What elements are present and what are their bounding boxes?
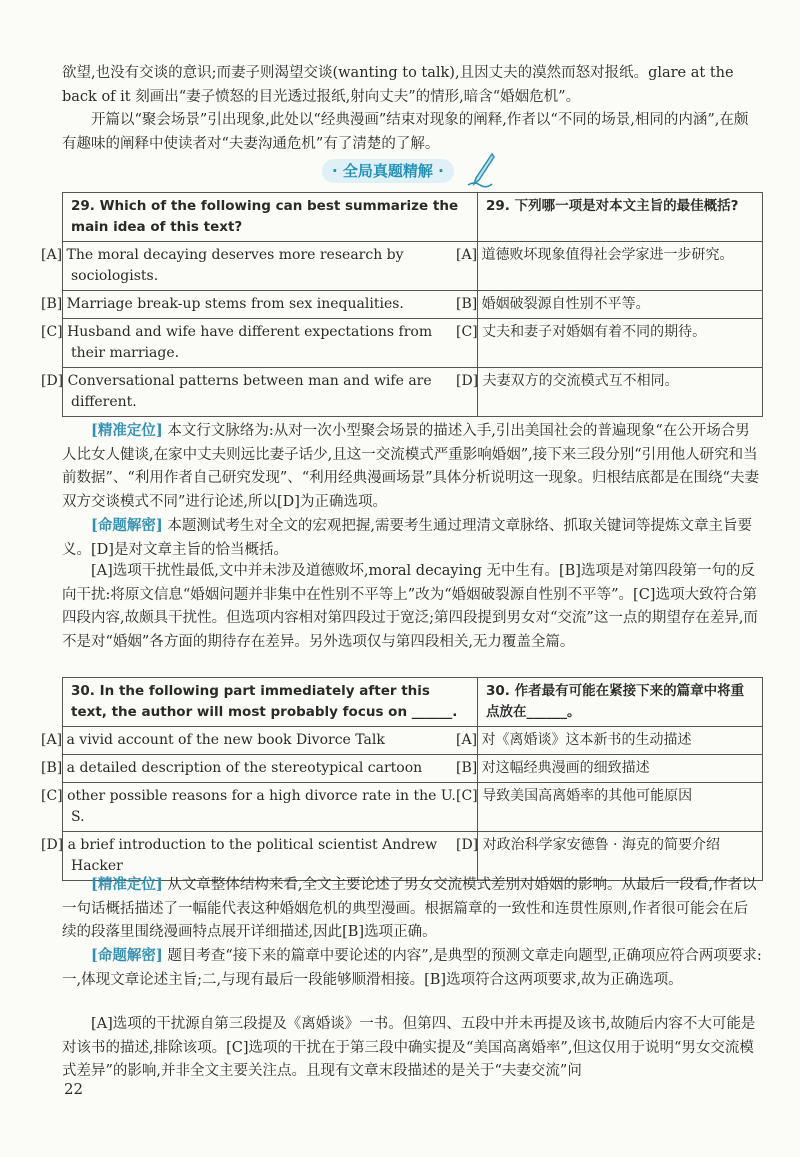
- analysis-29-distractors: [A]选项干扰性最低,文中并未涉及道德败坏,moral decaying 无中生有。[B]选项是对第四段第一句的反向干扰:将原文信息“婚姻问题并非集中在性别不平等上”改为“婚姻破裂源自性别不平等”。[C]选项大致符合第四段内容,故颇具干扰性。但选项内容相对第四段过于宽泛;第四段提到男女对“交流”这一点的期望存在差异,而不是对“婚姻”各方面的期待存在差异。另外选项仅与第四段相关,无力覆盖全篇。: [62, 563, 758, 650]
- table-row: [63, 783, 763, 832]
- table-row: [63, 319, 763, 368]
- table-row: [63, 727, 763, 755]
- analysis-30-distractors: [A]选项的干扰源自第三段提及《离婚谈》一书。但第四、五段中并未再提及该书,故随后内容不大可能是对该书的描述,排除该项。[C]选项的干扰在于第三段中确实提及“美国高离婚率”,但这仅用于说明“男女交流模式差异”的影响,并非全文主要关注点。且现有文章末段描述的是关于“夫妻交流”问: [62, 1016, 756, 1079]
- table-row: [63, 755, 763, 783]
- table-row: [63, 368, 763, 417]
- table-row: [63, 242, 763, 291]
- option-a-cn: [A] 道德败坏现象值得社会学家进一步研究。: [478, 242, 763, 291]
- locate-tag: [精准定位]: [91, 876, 163, 893]
- option-d-cn: [D] 夫妻双方的交流模式互不相同。: [478, 368, 763, 417]
- option-b-cn: [B] 对这幅经典漫画的细致描述: [478, 755, 763, 783]
- intro-paragraph-1: 欲望,也没有交谈的意识;而妻子则渴望交谈(wanting to talk),且因丈夫的漠然而怒对报纸。glare at the back of it 刻画出“妻子愤怒的目光透过报纸,射向丈夫”的情形,暗含“婚姻危机”。: [62, 65, 734, 105]
- table-header-row: [63, 678, 763, 727]
- table-header-row: [63, 193, 763, 242]
- intro-paragraph-2: 开篇以“聚会场景”引出现象,此处以“经典漫画”结束对现象的阐释,作者以“不同的场景,相同的内涵”,在颇有趣味的阐释中使读者对“夫妻沟通危机”有了清楚的了解。: [62, 112, 749, 152]
- analysis-29-locate: [精准定位] 本文行文脉络为:从对一次小型聚会场景的描述入手,引出美国社会的普遍现象“在公开场合男人比女人健谈,在家中丈夫则远比妻子话少,且这一交流模式严重影响婚姻”,接下来三段分别“引用他人研究和当前数据”、“利用作者自己研究发现”、“利用经典漫画场景”具体分析说明这一现象。归根结底都是在围绕“夫妻双方交谈模式不同”进行论述,所以[D]为正确选项。: [62, 422, 759, 510]
- section-banner: · 全局真题精解 ·: [322, 159, 454, 183]
- option-c-cn: [C] 导致美国高离婚率的其他可能原因: [478, 783, 763, 832]
- option-d-cn: [D] 对政治科学家安德鲁 · 海克的简要介绍: [478, 832, 763, 881]
- page-number: 22: [64, 1080, 84, 1098]
- analysis-30-locate: [精准定位] 从文章整体结构来看,全文主要论述了男女交流模式差别对婚姻的影响。从最后一段看,作者以一句话概括描述了一幅能代表这种婚姻危机的典型漫画。根据篇章的一致性和连贯性原则,作者很可能会在后续的段落里围绕漫画特点展开详细描述,因此[B]选项正确。: [62, 876, 757, 940]
- option-a-cn: [A] 对《离婚谈》这本新书的生动描述: [478, 727, 763, 755]
- option-b-en: [B] a detailed description of the stereotypical cartoon: [63, 755, 478, 783]
- table-row: [63, 291, 763, 319]
- option-a-en: [A] The moral decaying deserves more research by sociologists.: [63, 242, 478, 291]
- option-c-en: [C] Husband and wife have different expectations from their marriage.: [63, 319, 478, 368]
- option-b-en: [B] Marriage break-up stems from sex inequalities.: [63, 291, 478, 319]
- question-30-cn: 30. 作者最有可能在紧接下来的篇章中将重点放在______。: [478, 678, 763, 727]
- option-c-en: [C] other possible reasons for a high divorce rate in the U. S.: [63, 783, 478, 832]
- locate-tag: [精准定位]: [91, 422, 163, 439]
- decode-tag: [命题解密]: [91, 517, 163, 534]
- analysis-29-decode: [命题解密] 本题测试考生对全文的宏观把握,需要考生通过理清文章脉络、抓取关键词等提炼文章主旨要义。[D]是对文章主旨的恰当概括。: [62, 517, 752, 558]
- option-c-cn: [C] 丈夫和妻子对婚姻有着不同的期待。: [478, 319, 763, 368]
- option-d-en: [D] a brief introduction to the political scientist Andrew Hacker: [63, 832, 478, 881]
- option-a-en: [A] a vivid account of the new book Divorce Talk: [63, 727, 478, 755]
- decode-tag: [命题解密]: [91, 947, 163, 964]
- question-29-table: [41, 192, 763, 417]
- question-29-cn: 29. 下列哪一项是对本文主旨的最佳概括?: [478, 193, 763, 242]
- question-30-en: 30. In the following part immediately after this text, the author will most probably focus on ______.: [63, 678, 478, 727]
- analysis-30-decode: [命题解密] 题目考查“接下来的篇章中要论述的内容”,是典型的预测文章走向题型,正确项应符合两项要求:一,体现文章论述主旨;二,与现有最后一段能够顺滑相接。[B]选项符合这两项要求,故为正确选项。: [62, 947, 762, 988]
- option-d-en: [D] Conversational patterns between man and wife are different.: [63, 368, 478, 417]
- option-b-cn: [B] 婚姻破裂源自性别不平等。: [478, 291, 763, 319]
- pen-icon: [466, 152, 496, 188]
- question-30-table: [41, 677, 763, 881]
- question-29-en: 29. Which of the following can best summarize the main idea of this text?: [63, 193, 478, 242]
